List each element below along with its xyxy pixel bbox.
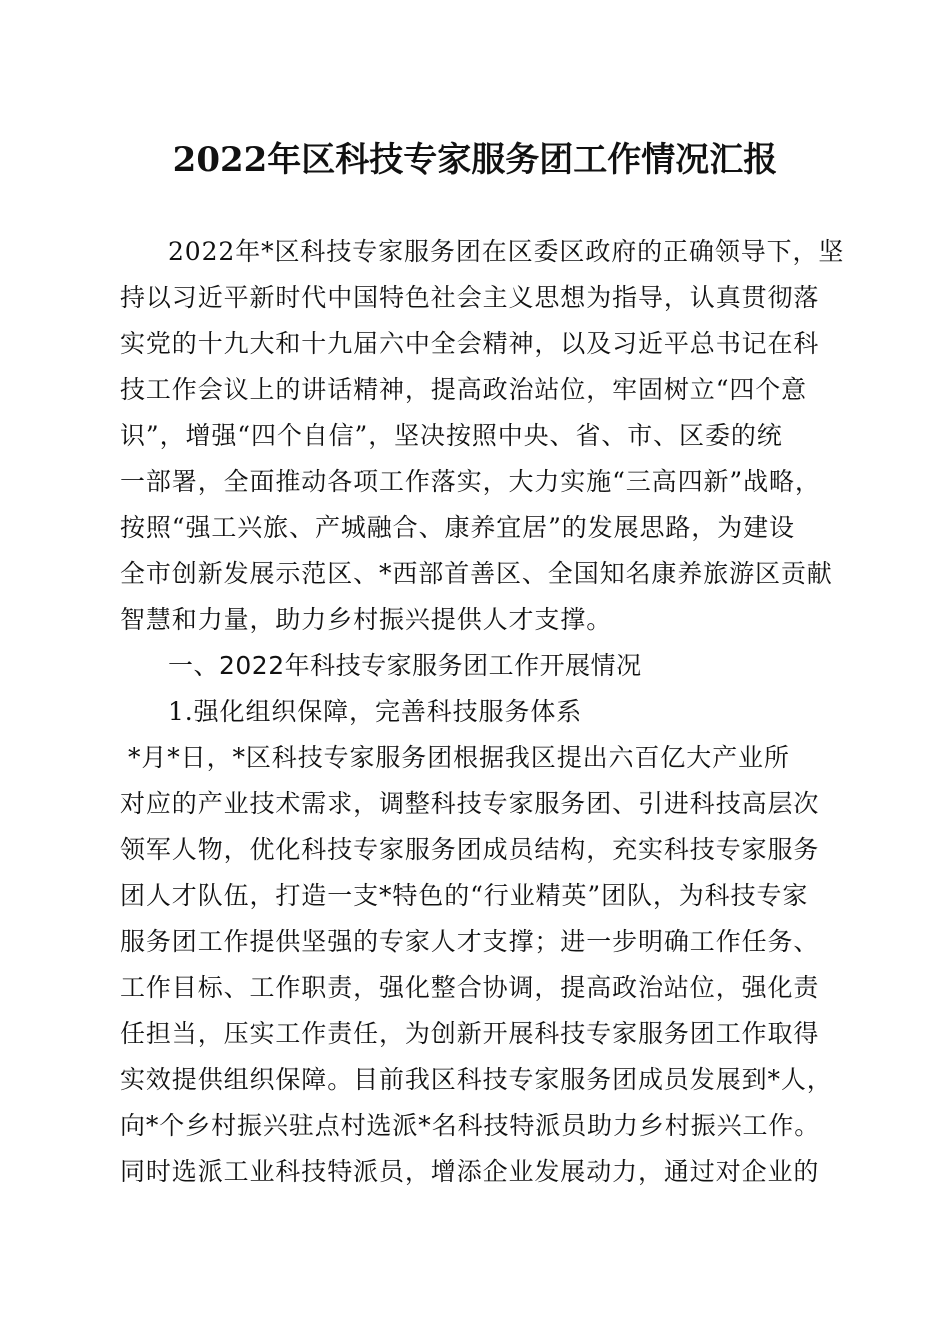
intro-line: 智慧和力量，助力乡村振兴提供人才支撑。 <box>120 605 613 634</box>
body-line: 团人才队伍，打造一支*特色的“行业精英”团队，为科技专家 <box>120 881 809 910</box>
body-line: 实效提供组织保障。目前我区科技专家服务团成员发展到*人， <box>120 1065 833 1094</box>
body-line: 领军人物，优化科技专家服务团成员结构，充实科技专家服务 <box>120 835 820 864</box>
intro-line: 技工作会议上的讲话精神，提高政治站位，牢固树立“四个意 <box>120 375 808 404</box>
body-line: 同时选派工业科技特派员，增添企业发展动力，通过对企业的 <box>120 1157 820 1186</box>
body-line: 任担当，压实工作责任，为创新开展科技专家服务团工作取得 <box>120 1019 820 1048</box>
body-line: *月*日，*区科技专家服务团根据我区提出六百亿大产业所 <box>128 743 790 772</box>
intro-line: 一部署，全面推动各项工作落实，大力实施“三高四新”战略， <box>120 467 821 496</box>
intro-line: 持以习近平新时代中国特色社会主义思想为指导，认真贯彻落 <box>120 283 820 312</box>
body-line: 工作目标、工作职责，强化整合协调，提高政治站位，强化责 <box>120 973 820 1002</box>
intro-line: 按照“强工兴旅、产城融合、康养宜居”的发展思路，为建设 <box>120 513 795 542</box>
subsection-heading: 1.强化组织保障，完善科技服务体系 <box>168 697 583 726</box>
document-title: 2022年区科技专家服务团工作情况汇报 <box>172 140 778 180</box>
body-line: 服务团工作提供坚强的专家人才支撑；进一步明确工作任务、 <box>120 927 820 956</box>
intro-line: 实党的十九大和十九届六中全会精神，以及习近平总书记在科 <box>120 329 820 358</box>
intro-line: 2022年*区科技专家服务团在区委区政府的正确领导下，坚 <box>168 237 845 266</box>
section-heading: 一、2022年科技专家服务团工作开展情况 <box>168 651 642 680</box>
intro-line: 识”，增强“四个自信”，坚决按照中央、省、市、区委的统 <box>120 421 783 450</box>
intro-line: 全市创新发展示范区、*西部首善区、全国知名康养旅游区贡献 <box>120 559 833 588</box>
body-line: 对应的产业技术需求，调整科技专家服务团、引进科技高层次 <box>120 789 820 818</box>
body-line: 向*个乡村振兴驻点村选派*名科技特派员助力乡村振兴工作。 <box>120 1111 821 1140</box>
